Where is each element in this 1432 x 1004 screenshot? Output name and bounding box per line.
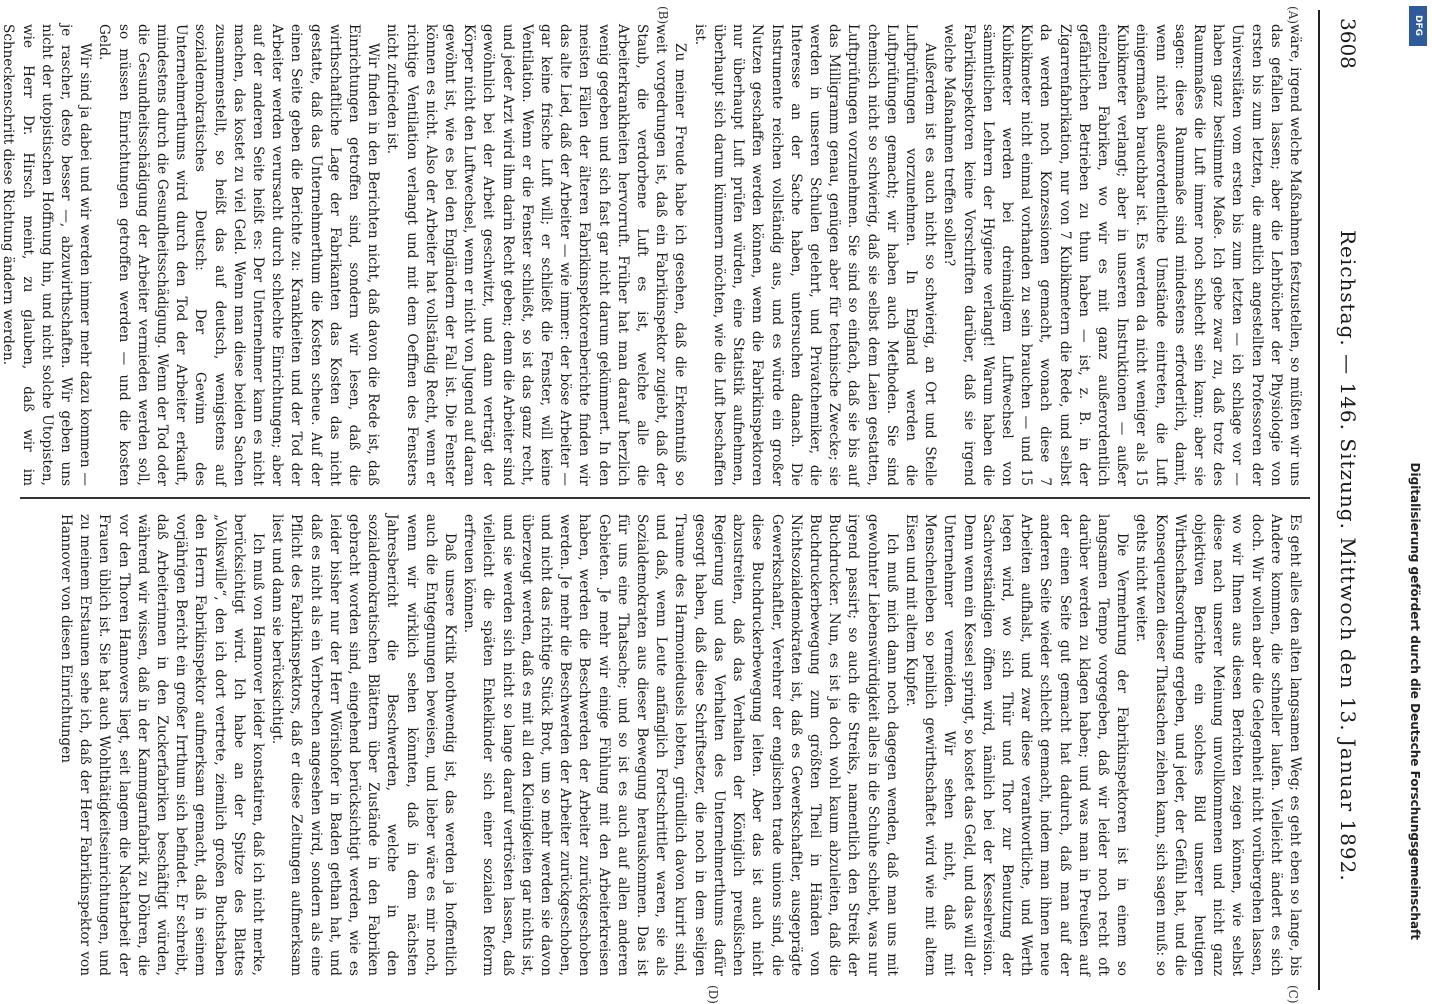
page-number: 3608 [1336, 18, 1360, 69]
margin-marker-a: (A) [1286, 6, 1300, 25]
paragraph: Außerdem ist es auch nicht so schwierig, an Ort und Stelle Luftprüfungen vorzunehmen. In England werden die Luftprüfungen gemacht; wir haben auch Methoden. Sie sind chemisch nicht so schwierig, daß sie selbst dem Laien gestatten, Luftprüfungen vorzunehmen. Sie sind so einfach, daß sie bis auf das Milligramm genau, genügen aber für technische Zwecke; sie werden in unseren Schulen gelehrt, und Privatchemiker, die Interesse an der Sache haben, untersuchen danach. Die Instrumente reichen vollständig aus, und es würde ein großer Nutzen geschaffen werden können, wenn die Fabrikinspektoren nur überhaupt Luft prüfen würden, eine Statistik aufnehmen, überhaupt sich darum kümmern möchten, wie die Luft beschaffen ist. [691, 24, 939, 486]
paragraph: Wir sind ja dabei und wir werden immer mehr dazu kommen — je rascher, desto besser —, abzuwirthschaften. Wir geben uns nicht der utopistischen Hoffnung hin, und nicht solche Utopisten, wie Herr Dr. Hirsch meint, zu glauben, daß wir im Schneckenschritt diese Richtung ändern werden. [0, 24, 94, 486]
right-column [14, 514, 1304, 976]
paragraph: wäre, irgend welche Maßnahmen festzustellen, so müßten wir uns das gefallen lassen; aber die Lehrbücher der Physiologie von ersten bis zum letzten, die amtlich angestellten Professoren der Universitäten vom ersten bis zum letzten — ich schlage vor — haben ganz bestimmte Maße. Ich gebe zwar zu, daß trotz des Raummaßes die Luft immer noch schlecht sein kann; aber sie sagen: diese Raummaße sind mindestens erforderlich, damit, wenn nicht außerordentliche Umstände eintreten, die Luft einigermaßen brauchbar ist. Es werden da nicht weniger als 15 Kubikmeter verlangt; aber in unseren Instruktionen — außer einzelnen Fabriken, wo wir es mit ganz außerordentlich gefährlichen Betrieben zu thun haben — ist, z. B. in der Zigarrenfabrikation, nur von 7 Kubikmetern die Rede, und selbst da werden noch Konzessionen gemacht, wonach diese 7 Kubikmeter nicht einmal vorhanden zu sein brauchen — und 15 Kubikmeter werden bei dreimaligem Luftwechsel von sämmtlichen Lehrern der Hygiene verlangt! Warum haben die Fabrikinspektoren keine Vorschriften darüber, daß sie irgend welche Maßnahmen treffen sollen? [941, 24, 1303, 486]
paragraph: Die Vermehrung der Fabrikinspektoren ist in einem so langsamen Tempo vorgegeben, daß wir leider noch recht oft darüber werden zu klagen haben; und was man in Preußen auf der einen Seite gut gemacht hat dadurch, daß man auf der anderen Seite wieder schlecht gemacht, indem man ihnen neue Arbeiten aufhalst, und zwar diese verantwortliche, und Werth legen wird, wo sich Thür und Thor zur Benutzung der Sachverständigen öffnen wird, nämlich bei der Kesselrevision. Denn wenn ein Kessel springt, so kostet das Geld, und das will der Unternehmer vermeiden. Wir sehen nicht, daß mit Menschenleben so peinlich gewirthschaftet wird wie mit altem Eisen und mit altem Kupfer. [902, 514, 1131, 976]
margin-marker-b: (B) [656, 6, 670, 25]
paragraph: Daß unsere Kritik nothwendig ist, das werden ja hoffentlich auch die Entgegnungen beweisen, und lieber wäre es mir noch, wenn wir wirklich sehen könnten, daß in dem nächsten Jahresbericht die Beschwerden, welche in den sozialdemokratischen Blättern über Zustände in den Fabriken gebracht worden sind, eingehend berücksichtigt werden, wie es leider bisher nur der Herr Wörishofer in Baden gethan hat, und daß es nicht als ein Verbrechen angesehen wird, sondern als eine Pflicht des Fabrikinspektors, daß er diese Zeitungen aufmerksam liest und dann sie berücksichtigt. [269, 514, 459, 976]
margin-marker-d: (D) [706, 985, 720, 1004]
paragraph: Es geht alles den alten langsamen Weg; es geht eben so lange, bis Andere kommen, die schneller laufen. Vielleicht ändert es sich doch. Wir wollen aber die Gelegenheit nicht vorübergehen lassen, wo wir Ihnen aus diesen Berichten zeigen können, wie selbst diese nach unserer Meinung unvollkommenen und nicht ganz objektiven Berichte ein solches Bild unserer heutigen Wirthschaftsordnung ergeben, und jeder, der Gefühl hat, und die Konsequenzen dieser Thatsachen ziehen kann, sich sagen muß: so gehts nicht weiter. [1133, 514, 1303, 976]
running-title: Reichstag. — 146. Sitzung. Mittwoch den 13. Januar 1892. [1336, 230, 1360, 882]
left-column [0, 24, 1304, 486]
scan-credit-text: Digitalisierung gefördert durch die Deutsche Forschungsgemeinschaft [1408, 462, 1422, 940]
header-rule [1318, 10, 1320, 990]
paragraph: Zu meiner Freude habe ich gesehen, daß die Erkenntniß so weit vorgedrungen ist, daß ein Fabrikinspektor zugiebt, daß der Staub, die verdorbene Luft es ist, welche alle die Arbeiterkrankheiten hervorruft. Früher hat man darauf herzlich wenig gegeben und sich fast gar nicht darum gekümmert. In den meisten Fällen der älteren Fabrikinspektorenberichte finden wir das alte Lied, daß der Arbeiter — wie immer: der böse Arbeiter — gar keine frische Luft will; er schließt die Fenster, will keine Ventilation. Wenn er die Fenster schließt, so ist das ganz recht, und jeder Arzt wird ihm darin Recht geben; denn die Arbeiter sind gewöhnlich bei der Arbeit geschwitzt, und dann verträgt der Körper nicht den Luftwechsel, wenn er nicht von Jugend auf daran gewöhnt ist, wie es bei den Engländern der Fall ist. Die Fenster können es nicht. Also der Arbeiter hat vollständig Recht, wenn er richtige Ventilation verlangt und mit dem Oeffnen des Fensters nicht zufrieden ist. [384, 24, 689, 486]
paragraph: Ich muß mich dann noch dagegen wenden, daß man uns mit gewohnter Liebenswürdigkeit alles in die Schuhe schiebt, was nur irgend passirt; so auch die Streiks, namentlich den Streik der Buchdrucker. Nun, es ist ja doch wohl kaum abzuleiten, daß die Buchdruckerbewegung zum größten Theil in Händen von Nichtsozialdemokraten ist, daß es Gewerkschaftler, ausgeprägte Gewerkschaftler, Verehrer der englischen trade unions sind, die diese Buchdruckerbewegung leiten. Aber das ist auch nicht abzustreiten, daß das Verhalten der Königlich preußischen Regierung und das Verhalten des Unternehmerthums dafür gesorgt haben, daß diese Schriftsetzer, die noch in dem seligen Traume des Harmoniedusels lebten, gründlich davon kurirt sind, und daß, wenn Leute anfänglich Fortschrittler waren, sie als Sozialdemokraten aus dieser Bewegung herauskommen. Das ist für uns eine Thatsache; und so ist es auch auf allen anderen Gebieten. Je mehr wir einige Fühlung mit den Arbeiterkreisen haben, werden die Beschwerden der Arbeiter zurückgeschoben werden. Je mehr die Beschwerden der Arbeiter zurückgeschoben, und nicht das richtige Stück Brot, um so mehr werden sie davon überzeugt werden, daß es mit all den Kleinigkeiten gar nichts ist, und sie werden sich nicht so lange darauf vertrösten lassen, daß vielleicht die späten Enkelkinder sich einer sozialen Reform erfreuen können. [461, 514, 900, 976]
page-header [1310, 0, 1380, 1000]
column-divider [20, 497, 1310, 499]
scan-credit-strip [1398, 0, 1432, 1000]
dfg-logo: DFG [1409, 6, 1427, 46]
paragraph: Wir finden in den Berichten nicht, daß davon die Rede ist, daß Einrichtungen getroffen sind, sondern wir lesen, daß die wirthschaftliche Lage der Fabrikanten das Kosten das nicht gestatte, daß das Unternehmerthum die Kosten scheue. Auf der einen Seite geben die Berichte zu: Krankheiten und der Tod der Arbeiter werden verursacht durch schlechte Einrichtungen; aber auf der anderen Seite heißt es: Der Unternehmer kann es nicht machen, das kostet zu viel Geld. Wenn man diese beiden Sachen zusammenstellt, so heißt das auf deutsch, wenigstens auf sozialdemokratisches Deutsch: Der Gewinn des Unternehmerthums wird durch den Tod der Arbeiter erkauft, mindestens durch die Gesundheitsschädigung. Wenn der Tod oder die Gesundheitsschädigung der Arbeiter vermieden werden soll, so müssen Einrichtungen getroffen werden — und die kosten Geld. [96, 24, 382, 486]
margin-marker-c: (C) [1286, 985, 1300, 1004]
paragraph: Ich muß von Hannover leider konstatiren, daß ich nicht merke, berücksichtigt wird. Ich habe an der Spitze des Blattes „Volkswille“, den ich dort vertrete, ziemlich großen Buchstaben den Herrn Fabrikinspektor aufmerksam gemacht, daß in seinem vorjährigen Bericht ein großer Irrthum sich befindet. Er schreibt, daß Arbeiterinnen in den Zuckerfabriken beschäftigt würden, während wir wissen, daß in der Kammgarnfabrik zu Döhren, die vor den Thoren Hannovers liegt, seit langem die Nachtarbeit der Frauen üblich ist. Sie hat auch Wohlthätigkeitseinrichtungen, und zu meinem Erstaunen sehe ich, daß der Herr Fabrikinspektor von Hannover von diesen Einrichtungen [58, 514, 267, 976]
